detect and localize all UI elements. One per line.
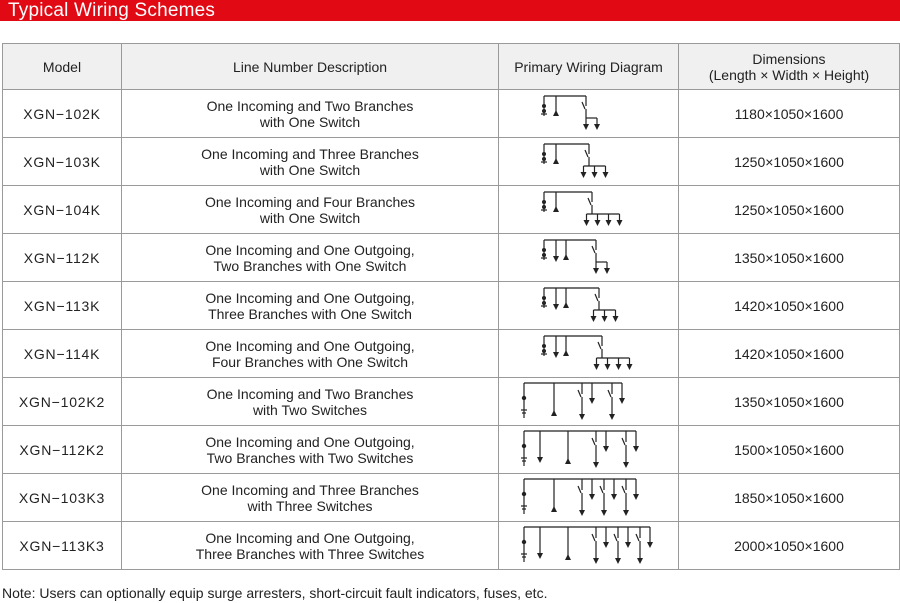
branch-arrow [609, 414, 615, 420]
branch-arrow [583, 124, 589, 130]
description-line1: One Incoming and Four Branches [204, 193, 416, 210]
branch-arrow [590, 316, 596, 322]
branch-arrow [623, 510, 629, 516]
description-cell [122, 378, 499, 426]
wiring-diagram-cell [499, 282, 679, 330]
branch-arrow [605, 220, 611, 226]
load-switch-blade [582, 102, 585, 109]
branch-arrow [626, 364, 632, 370]
arrester-arrow [565, 458, 571, 464]
branch-arrow [593, 462, 599, 468]
arrester-arrow [563, 350, 569, 356]
wiring-diagram-cell [499, 90, 679, 138]
description-cell [122, 330, 499, 378]
current-transformer [521, 395, 525, 399]
load-switch-blade [588, 198, 591, 205]
description-line1: One Incoming and One Outgoing, [205, 433, 415, 450]
dimensions-cell: 1850×1050×1600 [679, 474, 900, 522]
header-model: Model [3, 44, 122, 90]
model-cell: XGN−103K [3, 138, 122, 186]
description-line2: with One Switch [259, 161, 361, 178]
description-line2: with One Switch [259, 113, 361, 130]
header-description: Line Number Description [122, 44, 499, 90]
branch-arrow [583, 220, 589, 226]
branch-arrow [615, 558, 621, 564]
branch-arrow [594, 124, 600, 130]
header-dimensions [679, 44, 900, 90]
table-row [3, 522, 900, 570]
description-line1: One Incoming and One Outgoing, [205, 289, 415, 306]
description-cell [122, 474, 499, 522]
table-row [3, 138, 900, 186]
table-header-row [3, 44, 900, 90]
outgoing-arrow [537, 553, 543, 559]
model-cell: XGN−103K3 [3, 474, 122, 522]
description-cell [122, 522, 499, 570]
wiring-diagram [504, 284, 674, 328]
current-transformer [542, 152, 546, 156]
branch-arrow [579, 510, 585, 516]
outgoing-arrow [553, 352, 559, 358]
description-cell [122, 186, 499, 234]
description-line1: One Incoming and One Outgoing, [205, 241, 415, 258]
arrester-arrow [551, 506, 557, 512]
load-switch-blade [595, 294, 598, 301]
table-row [3, 234, 900, 282]
current-transformer [542, 253, 546, 257]
branch-arrow [616, 220, 622, 226]
tap-arrow [633, 494, 639, 500]
outgoing-arrow [537, 457, 543, 463]
description-line2: Two Branches with One Switch [213, 257, 407, 274]
wiring-diagram-cell [499, 138, 679, 186]
tap-arrow [589, 398, 595, 404]
wiring-schemes-table [2, 43, 900, 570]
description-cell [122, 426, 499, 474]
branch-arrow [604, 364, 610, 370]
wiring-diagram [504, 476, 674, 520]
tap-arrow [633, 446, 639, 452]
dimensions-cell: 1250×1050×1600 [679, 186, 900, 234]
table-row [3, 474, 900, 522]
arrester-arrow [551, 410, 557, 416]
current-transformer [542, 301, 546, 305]
dimensions-cell: 1250×1050×1600 [679, 138, 900, 186]
model-cell: XGN−102K [3, 90, 122, 138]
wiring-diagram [504, 236, 674, 280]
dimensions-cell: 1350×1050×1600 [679, 378, 900, 426]
description-cell [122, 90, 499, 138]
wiring-diagram [504, 188, 674, 232]
branch-arrow [601, 316, 607, 322]
wiring-diagram-cell [499, 234, 679, 282]
load-switch-blade [592, 534, 595, 541]
current-transformer [521, 491, 525, 495]
description-cell [122, 282, 499, 330]
load-switch-blade [578, 390, 581, 397]
arrester-arrow [563, 254, 569, 260]
load-switch-blade [622, 486, 625, 493]
load-switch-blade [608, 390, 611, 397]
wiring-diagram [504, 332, 674, 376]
dimensions-cell: 1180×1050×1600 [679, 90, 900, 138]
load-switch-blade [600, 486, 603, 493]
page-title: Typical Wiring Schemes [8, 0, 216, 21]
wiring-diagram-cell [499, 378, 679, 426]
table-row [3, 186, 900, 234]
table-row [3, 282, 900, 330]
branch-arrow [601, 510, 607, 516]
branch-arrow [593, 558, 599, 564]
wiring-diagram [504, 524, 674, 568]
description-line2: Three Branches with Three Switches [195, 545, 425, 562]
current-transformer [542, 205, 546, 209]
current-transformer [542, 349, 546, 353]
tap-arrow [625, 542, 631, 548]
load-switch-blade [636, 534, 639, 541]
dimensions-cell: 1420×1050×1600 [679, 330, 900, 378]
dimensions-cell: 1500×1050×1600 [679, 426, 900, 474]
table-row [3, 426, 900, 474]
current-transformer [521, 443, 525, 447]
tap-arrow [647, 542, 653, 548]
branch-arrow [623, 462, 629, 468]
model-cell: XGN−113K [3, 282, 122, 330]
description-line2: Two Branches with Two Switches [206, 449, 414, 466]
branch-arrow [637, 558, 643, 564]
description-line1: One Incoming and Three Branches [201, 145, 419, 162]
arrester-arrow [553, 206, 559, 212]
current-transformer [542, 109, 546, 113]
tap-arrow [603, 446, 609, 452]
model-cell: XGN−113K3 [3, 522, 122, 570]
model-cell: XGN−104K [3, 186, 122, 234]
model-cell: XGN−112K2 [3, 426, 122, 474]
header-diagram: Primary Wiring Diagram [499, 44, 679, 90]
tap-arrow [603, 542, 609, 548]
model-cell: XGN−102K2 [3, 378, 122, 426]
branch-arrow [593, 268, 599, 274]
table-row [3, 90, 900, 138]
description-line2: with One Switch [259, 209, 361, 226]
current-transformer [542, 200, 546, 204]
tap-arrow [611, 494, 617, 500]
wiring-diagram-cell [499, 522, 679, 570]
description-cell [122, 234, 499, 282]
load-switch-blade [622, 438, 625, 445]
wiring-diagram [504, 380, 674, 424]
title-bar [0, 0, 900, 21]
table-row [3, 378, 900, 426]
branch-arrow [615, 364, 621, 370]
tap-arrow [619, 398, 625, 404]
model-cell: XGN−112K [3, 234, 122, 282]
arrester-arrow [563, 302, 569, 308]
tap-arrow [589, 494, 595, 500]
load-switch-blade [578, 486, 581, 493]
current-transformer [542, 157, 546, 161]
table-row [3, 330, 900, 378]
description-line1: One Incoming and Two Branches [206, 385, 414, 402]
arrester-arrow [553, 110, 559, 116]
description-cell [122, 138, 499, 186]
wiring-diagram [504, 92, 674, 136]
header-dimensions-line1: Dimensions [752, 50, 826, 67]
load-switch-blade [614, 534, 617, 541]
branch-arrow [580, 172, 586, 178]
wiring-diagram [504, 140, 674, 184]
description-line2: with Two Switches [252, 401, 368, 418]
current-transformer [542, 344, 546, 348]
description-line1: One Incoming and One Outgoing, [205, 529, 415, 546]
arrester-arrow [565, 554, 571, 560]
outgoing-arrow [553, 304, 559, 310]
arrester-arrow [553, 158, 559, 164]
dimensions-cell: 1350×1050×1600 [679, 234, 900, 282]
header-dimensions-line2: (Length × Width × Height) [708, 66, 870, 83]
wiring-diagram-cell [499, 186, 679, 234]
branch-arrow [612, 316, 618, 322]
branch-arrow [604, 268, 610, 274]
description-line2: with Three Switches [247, 497, 373, 514]
footnote: Note: Users can optionally equip surge arresters, short-circuit fault indicators, fuses, etc. [2, 585, 548, 601]
outgoing-arrow [553, 256, 559, 262]
current-transformer [542, 104, 546, 108]
dimensions-cell: 2000×1050×1600 [679, 522, 900, 570]
description-line1: One Incoming and Three Branches [201, 481, 419, 498]
description-line1: One Incoming and One Outgoing, [205, 337, 415, 354]
branch-arrow [593, 364, 599, 370]
wiring-diagram-cell [499, 474, 679, 522]
branch-arrow [579, 414, 585, 420]
branch-arrow [591, 172, 597, 178]
load-switch-blade [592, 438, 595, 445]
model-cell: XGN−114K [3, 330, 122, 378]
load-switch-blade [585, 150, 588, 157]
current-transformer [542, 248, 546, 252]
wiring-diagram [504, 428, 674, 472]
load-switch-blade [592, 246, 595, 253]
current-transformer [521, 539, 525, 543]
description-line2: Three Branches with One Switch [208, 305, 412, 322]
wiring-diagram-cell [499, 330, 679, 378]
branch-arrow [602, 172, 608, 178]
load-switch-blade [598, 342, 601, 349]
branch-arrow [594, 220, 600, 226]
dimensions-cell: 1420×1050×1600 [679, 282, 900, 330]
current-transformer [542, 296, 546, 300]
wiring-diagram-cell [499, 426, 679, 474]
description-line2: Four Branches with One Switch [211, 353, 409, 370]
description-line1: One Incoming and Two Branches [206, 97, 414, 114]
